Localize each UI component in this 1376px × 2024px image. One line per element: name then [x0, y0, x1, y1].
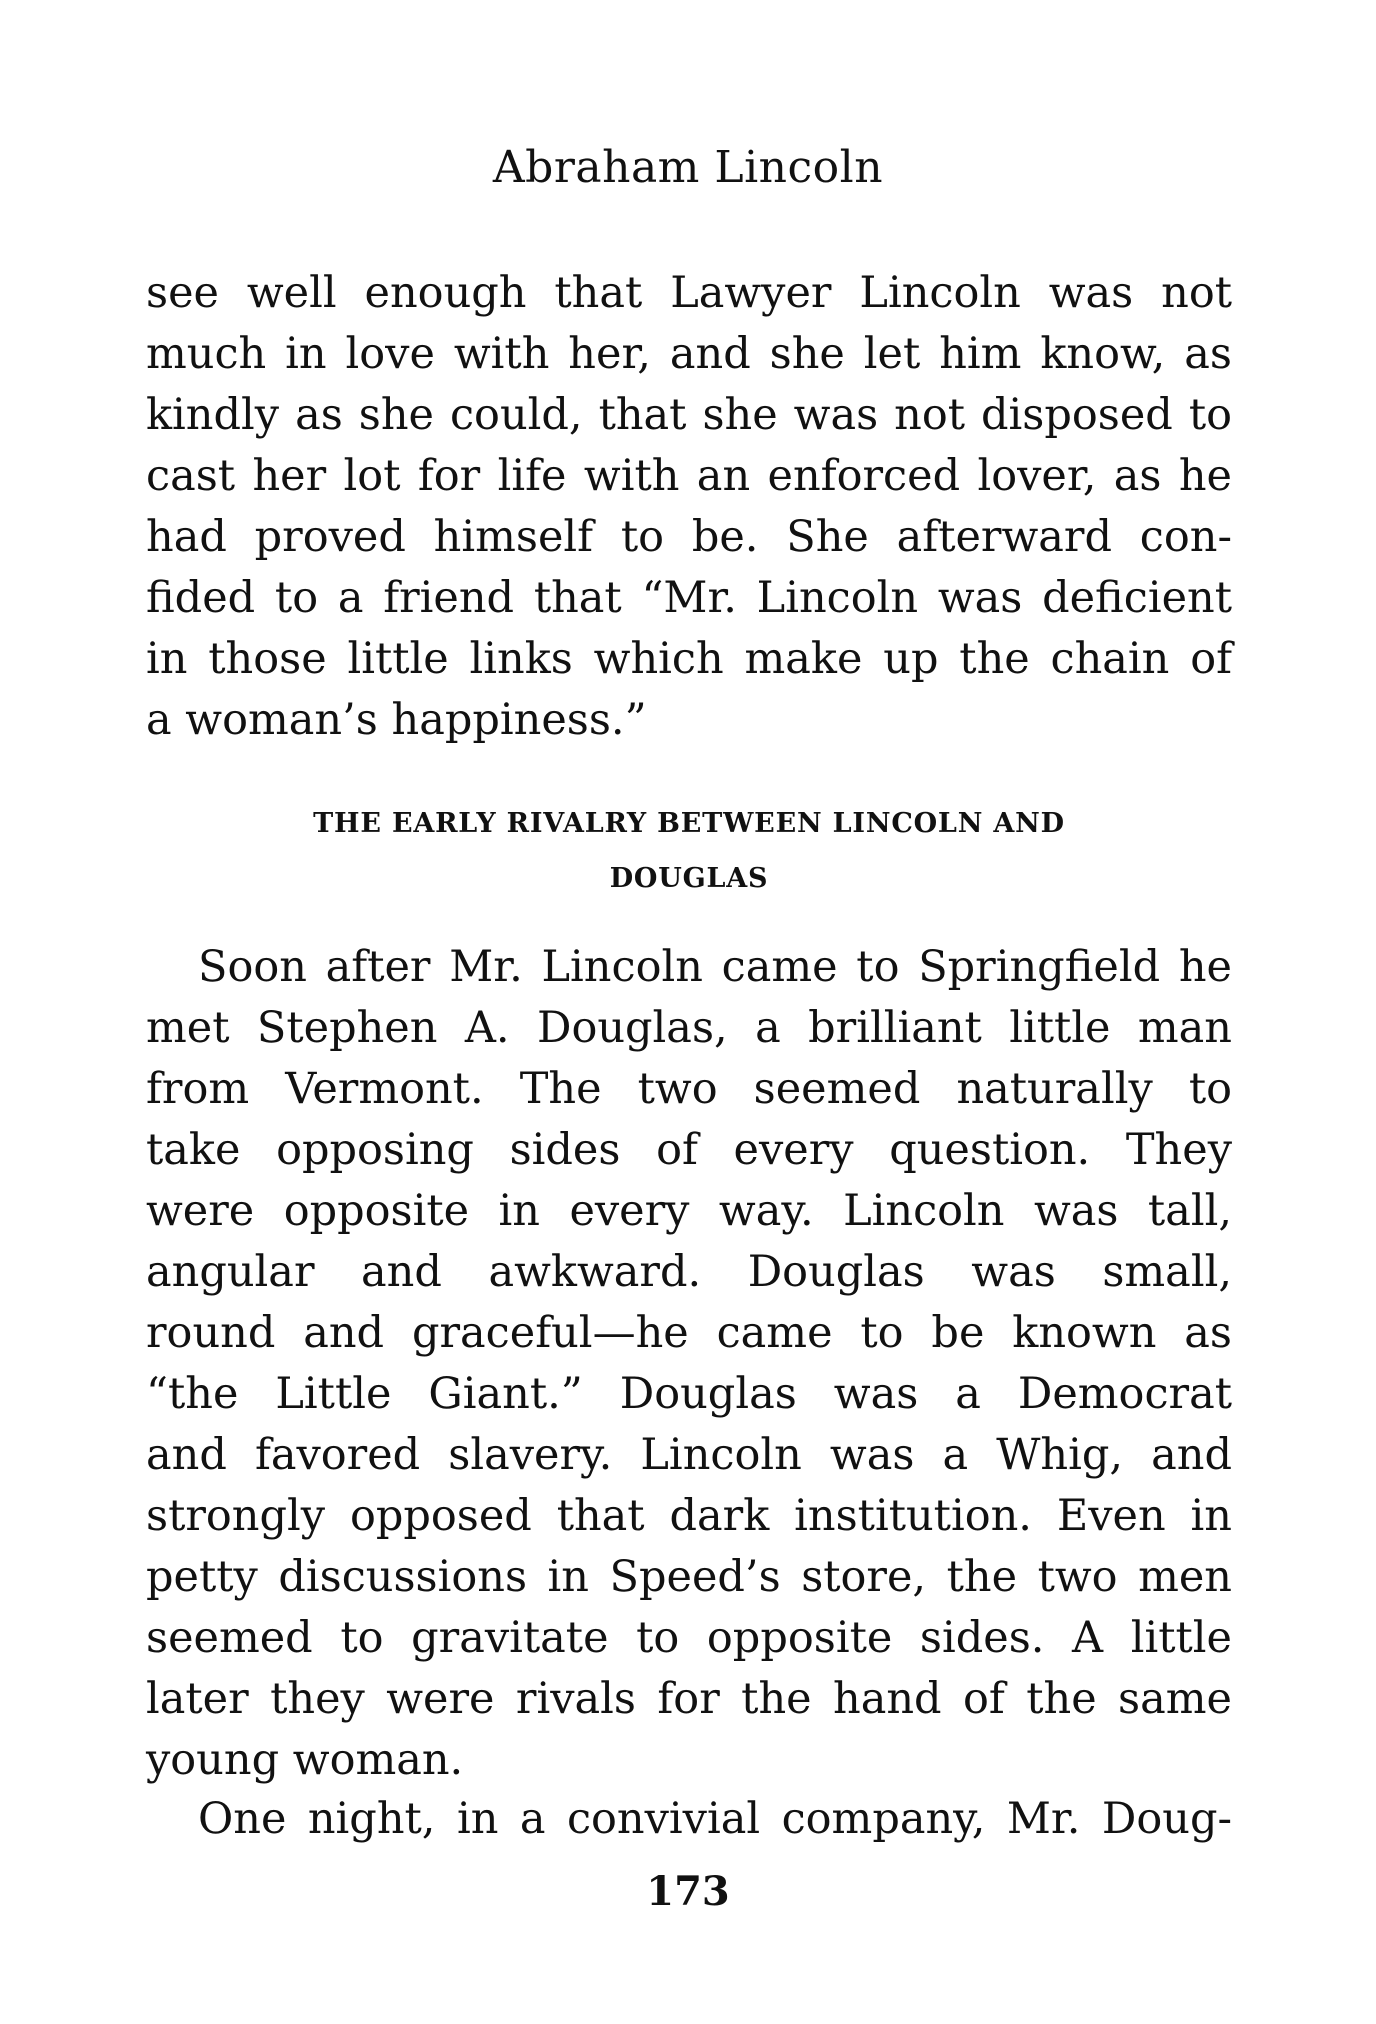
text-line: and favored slavery. Lincoln was a Whig, and [146, 1430, 1232, 1480]
text-line: kindly as she could, that she was not disposed to [146, 390, 1232, 440]
text-line: in those little links which make up the chain of [146, 634, 1232, 684]
text-line: take opposing sides of every question. They [146, 1125, 1232, 1175]
text-line: fided to a friend that “Mr. Lincoln was deficient [146, 573, 1232, 623]
paragraph-3 [146, 1789, 1232, 1850]
section-heading [146, 796, 1232, 906]
section-heading-line-1: THE EARLY RIVALRY BETWEEN LINCOLN AND [313, 808, 1065, 839]
page-number: 173 [646, 1868, 730, 1915]
text-line: petty discussions in Speed’s store, the two men [146, 1552, 1232, 1602]
text-line: from Vermont. The two seemed naturally to [146, 1064, 1232, 1114]
paragraph-1 [146, 263, 1232, 751]
text-line: One night, in a convivial company, Mr. Doug- [198, 1794, 1232, 1844]
text-line: much in love with her, and she let him know, as [146, 329, 1232, 379]
running-head: Abraham Lincoln [492, 142, 884, 193]
text-line: cast her lot for life with an enforced lover, as he [146, 451, 1232, 501]
text-line: young woman. [146, 1735, 464, 1785]
text-line: “the Little Giant.” Douglas was a Democrat [146, 1369, 1232, 1419]
paragraph-2 [146, 937, 1232, 1791]
text-line: see well enough that Lawyer Lincoln was not [146, 268, 1232, 318]
text-line: were opposite in every way. Lincoln was tall, [146, 1186, 1232, 1236]
text-line: angular and awkward. Douglas was small, [146, 1247, 1232, 1297]
text-line: a woman’s happiness.” [146, 695, 647, 745]
text-line: met Stephen A. Douglas, a brilliant little man [146, 1003, 1232, 1053]
text-line: later they were rivals for the hand of the same [146, 1674, 1232, 1724]
text-line: Soon after Mr. Lincoln came to Springfield he [198, 942, 1232, 992]
text-line: had proved himself to be. She afterward con- [146, 512, 1232, 562]
section-heading-line-2: DOUGLAS [609, 863, 769, 894]
text-line: strongly opposed that dark institution. Even in [146, 1491, 1232, 1541]
text-line: seemed to gravitate to opposite sides. A little [146, 1613, 1232, 1663]
text-line: round and graceful—he came to be known as [146, 1308, 1232, 1358]
